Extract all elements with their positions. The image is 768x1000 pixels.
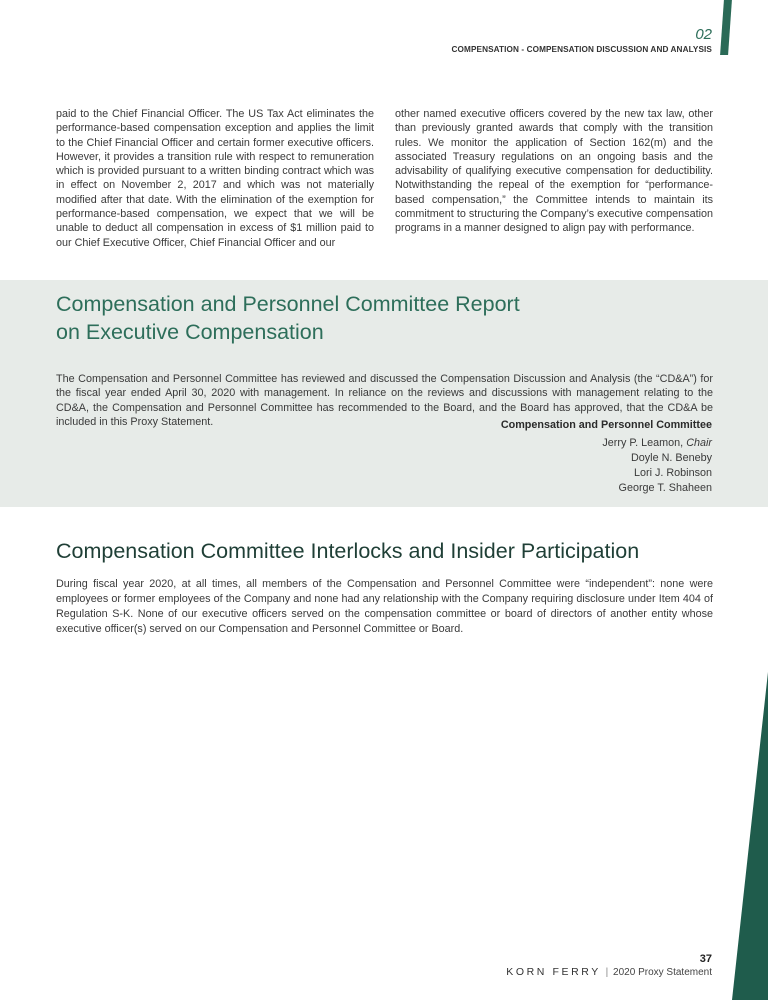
committee-member: Lori J. Robinson [633,467,712,479]
report-title [56,290,676,346]
section-title: COMPENSATION - COMPENSATION DISCUSSION AND ANALYSIS [451,45,712,54]
committee-member: Doyle N. Beneby [630,452,712,464]
committee-member: George T. Shaheen [618,482,712,494]
report-title-line-2: on Executive Compensation [56,320,324,344]
committee-signature [501,418,712,496]
footer [506,966,712,978]
report-body: The Compensation and Personnel Committee has reviewed and discussed the Compensation Discussion and Analysis (the “CD&A”) for the fiscal year ended April 30, 2020 with management. In reliance on the reviews and discussions with management relating to the CD&A, the Compensation and Personnel Committee has recommended to the Board, and the Board has approved, that the CD&A be included in this Proxy Statement. [56,373,713,428]
interlocks-title: Compensation Committee Interlocks and Insider Participation [56,539,640,563]
report-title-line-1: Compensation and Personnel Committee Report [56,292,520,316]
page-number: 37 [699,953,712,965]
section-number: 02 [695,26,712,43]
document-title: 2020 Proxy Statement [613,967,712,978]
brand-logo: KORN FERRY [506,966,601,978]
intro-right-column: other named executive officers covered by the new tax law, other than previously granted awards that comply with the transition rules. We monitor the application of Section 162(m) and the associated Treasury regulations on an ongoing basis and the advisability of qualifying executive compensation for deductibility. Notwithstanding the repeal of the exemption for “performance-based compensation,” the Committee intends to maintain its commitment to structuring the Company’s executive compensation programs in a manner designed to align pay with performance. [395,108,713,235]
chair-name: Jerry P. Leamon, [602,437,684,449]
header-accent-bar [720,0,732,55]
footer-separator: | [605,967,609,978]
green-wedge-shape [732,672,768,1000]
committee-chair [501,436,712,451]
committee-name: Compensation and Personnel Committee [500,419,712,431]
intro-left-column: paid to the Chief Financial Officer. The US Tax Act eliminates the performance-based compensation exception and applies the limit to the Chief Financial Officer and certain former executive officers. However, it provides a transition rule with respect to remuneration which is provided pursuant to a written binding contract which was in effect on November 2, 2017 and which was not materially modified after that date. With the elimination of the exemption for performance-based compensation, we expect that we will be unable to deduct all compensation in excess of $1 million paid to our Chief Executive Officer, Chief Financial Officer and our [56,108,374,249]
interlocks-body: During fiscal year 2020, at all times, all members of the Compensation and Personnel Committee were “independent”: none were employees or former employees of the Company and none had any relationship with the Company requiring disclosure under Item 404 of Regulation S-K. None of our executive officers served on the compensation committee or board of directors of another entity whose executive officer(s) served on our Compensation and Personnel Committee or Board. [56,578,713,635]
chair-role: Chair [686,437,712,449]
